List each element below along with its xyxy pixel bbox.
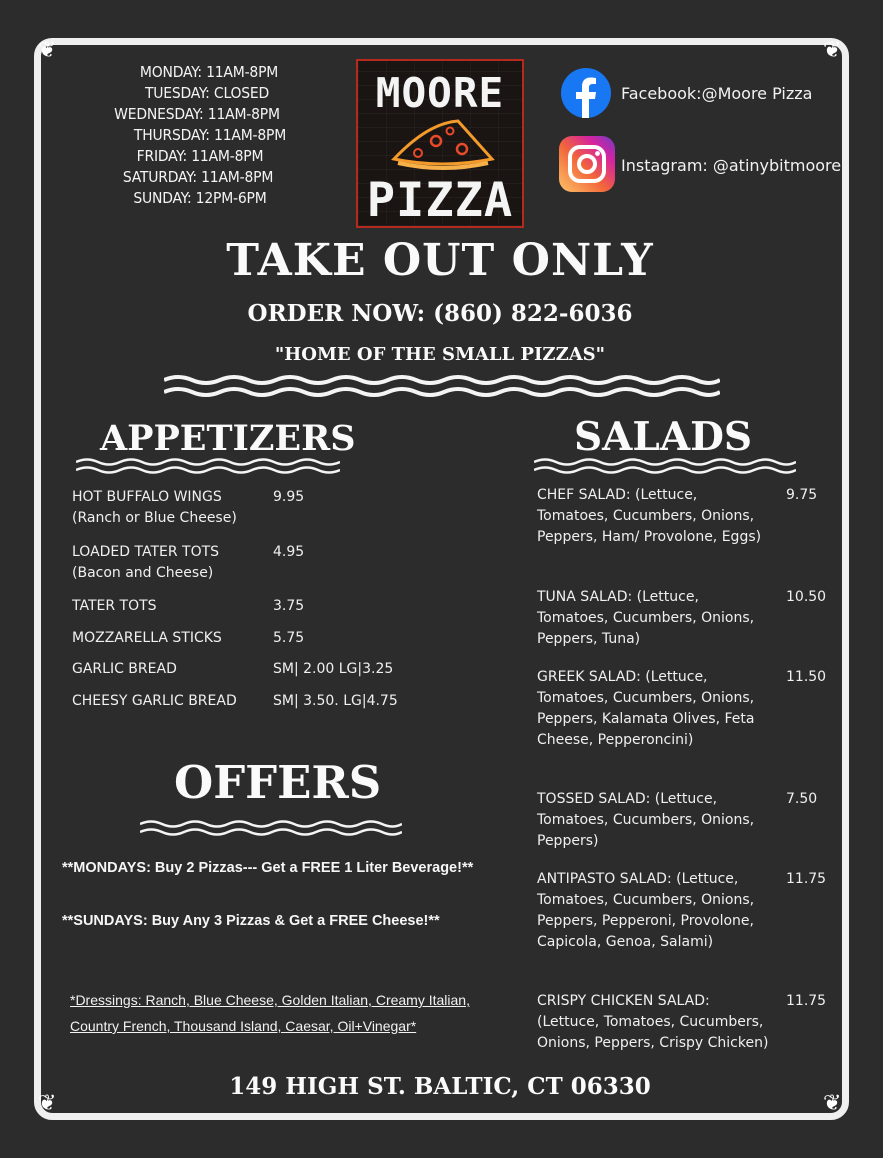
pizza-slice-icon (388, 119, 496, 175)
salad-item-price: 10.50 (786, 589, 827, 605)
appetizer-item-name: HOT BUFFALO WINGS (Ranch or Blue Cheese) (72, 489, 237, 526)
take-out-only-heading: TAKE OUT ONLY (226, 235, 654, 286)
salads-heading: SALADS (574, 414, 753, 460)
appetizer-item-name: TATER TOTS (72, 598, 157, 614)
logo-line-1: MOORE (375, 69, 505, 117)
offers-heading: OFFERS (174, 756, 382, 809)
appetizer-item-name: LOADED TATER TOTS (Bacon and Cheese) (72, 544, 220, 581)
hours-monday: MONDAY: 11AM-8PM (139, 63, 279, 81)
salad-item-price: 11.75 (786, 993, 827, 1009)
salad-item-name: ANTIPASTO SALAD: (Lettuce, Tomatoes, Cucumbers, Onions, Peppers, Pepperoni, Provolone, Capicola, Genoa, Salami) (537, 871, 755, 950)
salad-item-name: CHEF SALAD: (Lettuce, Tomatoes, Cucumbers, Onions, Peppers, Ham/ Provolone, Eggs) (537, 487, 762, 545)
logo-line-2: PIZZA (366, 173, 514, 228)
corner-ornament-icon: ❦ (823, 38, 842, 63)
offer-monday: **MONDAYS: Buy 2 Pizzas--- Get a FREE 1 Liter Beverage!** (62, 860, 474, 876)
hours-sunday: SUNDAY: 12PM-6PM (133, 189, 267, 207)
instagram-icon (559, 136, 615, 192)
hours-saturday: SATURDAY: 11AM-8PM (122, 168, 274, 186)
wavy-divider-icon (164, 372, 720, 402)
corner-ornament-icon: ❦ (38, 38, 57, 63)
appetizer-item-name: GARLIC BREAD (72, 661, 177, 677)
salad-item-price: 11.75 (786, 871, 827, 887)
hours-friday: FRIDAY: 11AM-8PM (136, 147, 264, 165)
appetizer-item-price: 5.75 (273, 630, 305, 646)
salad-item-name: GREEK SALAD: (Lettuce, Tomatoes, Cucumbers, Onions, Peppers, Kalamata Olives, Feta Cheese, Pepperoncini) (537, 669, 755, 748)
offer-sunday: **SUNDAYS: Buy Any 3 Pizzas & Get a FREE Cheese!** (62, 913, 440, 929)
hours-tuesday: TUESDAY: CLOSED (144, 84, 270, 102)
address-footer: 149 HIGH ST. BALTIC, CT 06330 (229, 1073, 651, 1100)
wavy-divider-icon (76, 456, 340, 476)
salad-item-name: TUNA SALAD: (Lettuce, Tomatoes, Cucumbers, Onions, Peppers, Tuna) (537, 589, 755, 647)
appetizer-item-name: CHEESY GARLIC BREAD (72, 693, 237, 709)
dressings-note: *Dressings: Ranch, Blue Cheese, Golden Italian, Creamy Italian, Country French, Thousand Island, Caesar, Oil+Vinegar* (70, 992, 470, 1034)
facebook-icon (561, 68, 611, 118)
instagram-handle: Instagram: @atinybitmoore (621, 156, 842, 175)
wavy-divider-icon (534, 456, 796, 476)
tagline: "HOME OF THE SMALL PIZZAS" (274, 344, 606, 365)
salad-item-price: 7.50 (786, 791, 818, 807)
salad-item-name: TOSSED SALAD: (Lettuce, Tomatoes, Cucumbers, Onions, Peppers) (537, 791, 755, 849)
hours-thursday: THURSDAY: 11AM-8PM (133, 126, 287, 144)
appetizer-item-price: 3.75 (273, 598, 305, 614)
order-phone-line: ORDER NOW: (860) 822-6036 (247, 300, 633, 327)
appetizer-item-price: SM| 2.00 LG|3.25 (273, 661, 394, 677)
moore-pizza-logo (356, 59, 524, 228)
hours-list (40, 62, 350, 209)
corner-ornament-icon: ❦ (38, 1091, 57, 1116)
wavy-divider-icon (140, 818, 402, 838)
salad-item-price: 11.50 (786, 669, 827, 685)
salad-item-name: CRISPY CHICKEN SALAD: (Lettuce, Tomatoes, Cucumbers, Onions, Peppers, Crispy Chicken) (537, 993, 769, 1051)
appetizers-heading: APPETIZERS (100, 418, 356, 459)
appetizer-item-price: SM| 3.50. LG|4.75 (273, 693, 398, 709)
hours-wednesday: WEDNESDAY: 11AM-8PM (114, 105, 280, 123)
appetizer-item-price: 4.95 (273, 544, 305, 560)
salad-item-price: 9.75 (786, 487, 818, 503)
facebook-handle: Facebook:@Moore Pizza (621, 84, 813, 103)
appetizer-item-price: 9.95 (273, 489, 305, 505)
corner-ornament-icon: ❦ (823, 1091, 842, 1116)
appetizer-item-name: MOZZARELLA STICKS (72, 630, 222, 646)
